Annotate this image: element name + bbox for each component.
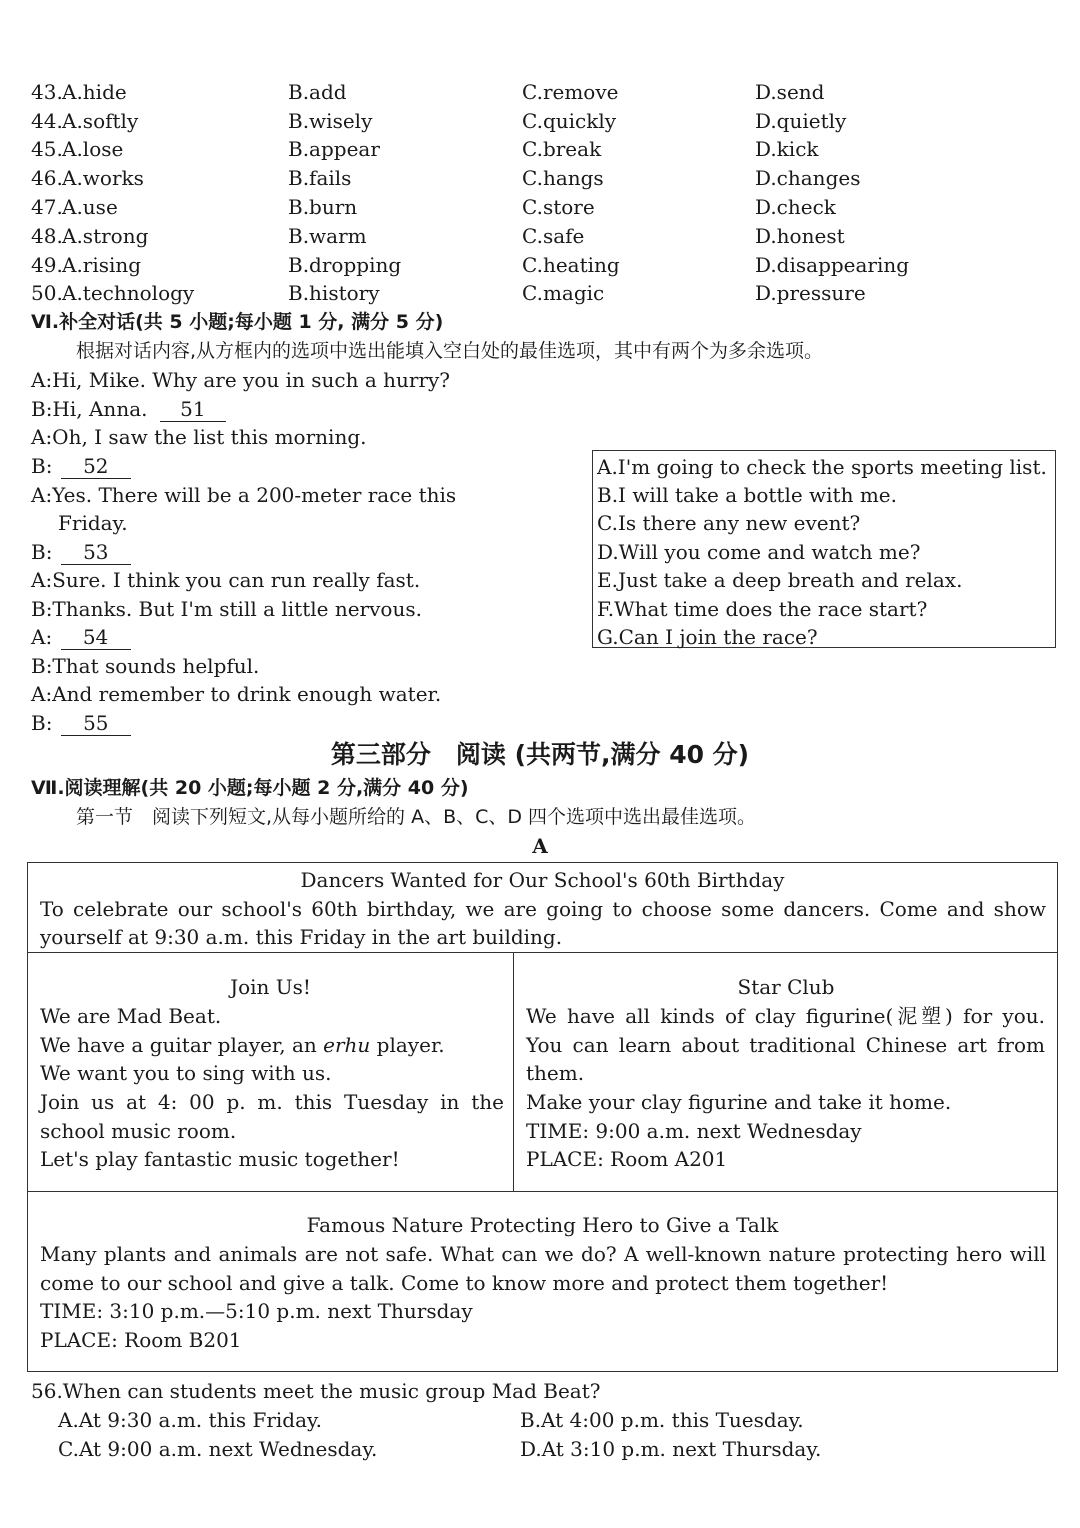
dialogue-line: A:Oh, I saw the list this morning. xyxy=(31,425,367,449)
option-row xyxy=(0,135,1080,163)
notice-title: Dancers Wanted for Our School's 60th Birthday xyxy=(300,868,785,892)
choice-box xyxy=(592,450,1056,648)
dialogue-line: A:Sure. I think you can run really fast. xyxy=(31,568,421,592)
section-heading: Ⅵ.补全对话(共 5 小题;每小题 1 分, 满分 5 分) xyxy=(31,311,444,333)
dialogue-line: B:Thanks. But I'm still a little nervous. xyxy=(31,597,422,621)
option-a: A.technology xyxy=(62,281,195,305)
notice-text: Make your clay figurine and take it home. xyxy=(526,1090,952,1114)
option-b: B.history xyxy=(288,281,380,305)
notice-text: school music room. xyxy=(40,1119,237,1143)
option-c: C.remove xyxy=(522,80,619,104)
notice-text: PLACE: Room B201 xyxy=(40,1328,242,1352)
option-d: D.changes xyxy=(755,166,861,190)
question-number: 48. xyxy=(31,224,63,248)
option-a: A.hide xyxy=(62,80,127,104)
option-b: B.add xyxy=(288,80,347,104)
question-number: 44. xyxy=(31,109,63,133)
notice-title: Join Us! xyxy=(230,975,311,999)
option-a: A.works xyxy=(62,166,144,190)
notice-text-italic: erhu xyxy=(323,1033,371,1057)
section-instruction: 第一节 阅读下列短文,从每小题所给的 A、B、C、D 四个选项中选出最佳选项。 xyxy=(76,806,757,828)
option-d: D.disappearing xyxy=(755,253,910,277)
option-d: D.pressure xyxy=(755,281,866,305)
question-number: 47. xyxy=(31,195,63,219)
notice-text: You can learn about traditional Chinese art from xyxy=(526,1033,1045,1057)
option-row xyxy=(0,193,1080,221)
dialogue-speaker: B:Hi, Anna. xyxy=(31,397,148,421)
option-b: B.wisely xyxy=(288,109,373,133)
notice-text: We have all kinds of clay figurine(泥塑) for you. xyxy=(526,1004,1045,1028)
choice-item: G.Can I join the race? xyxy=(597,625,818,649)
option-a: A.rising xyxy=(62,253,142,277)
blank-54: 54 xyxy=(61,625,131,650)
notice-text xyxy=(40,1031,445,1059)
question-number: 50. xyxy=(31,281,63,305)
option-c: C.hangs xyxy=(522,166,604,190)
notice-text-part: We have a guitar player, an xyxy=(40,1033,324,1057)
section-heading: Ⅶ.阅读理解(共 20 小题;每小题 2 分,满分 40 分) xyxy=(31,777,469,799)
notice-text: yourself at 9:30 a.m. this Friday in the art building. xyxy=(40,925,563,949)
option-a: A.lose xyxy=(62,137,124,161)
option-d: D.kick xyxy=(755,137,819,161)
dialogue-line: Friday. xyxy=(58,511,128,535)
notice-text: TIME: 3:10 p.m.—5:10 p.m. next Thursday xyxy=(40,1299,473,1323)
notice-text: Join us at 4: 00 p. m. this Tuesday in the xyxy=(40,1090,504,1114)
dialogue-line xyxy=(31,395,226,423)
option-a: A.strong xyxy=(62,224,149,248)
answer-option-d: D.At 3:10 p.m. next Thursday. xyxy=(520,1437,822,1461)
option-b: B.warm xyxy=(288,224,367,248)
dialogue-line xyxy=(31,623,131,651)
option-a: A.use xyxy=(62,195,118,219)
notice-text: PLACE: Room A201 xyxy=(526,1147,728,1171)
question-number: 46. xyxy=(31,166,63,190)
dialogue-line: A:Yes. There will be a 200-meter race this xyxy=(31,483,457,507)
option-c: C.safe xyxy=(522,224,585,248)
option-d: D.check xyxy=(755,195,836,219)
option-row xyxy=(0,222,1080,250)
option-c: C.heating xyxy=(522,253,620,277)
question-number: 43. xyxy=(31,80,63,104)
option-b: B.burn xyxy=(288,195,358,219)
option-d: D.send xyxy=(755,80,825,104)
notice-text: Let's play fantastic music together! xyxy=(40,1147,400,1171)
option-b: B.dropping xyxy=(288,253,402,277)
dialogue-speaker: B: xyxy=(31,711,53,735)
answer-option-a: A.At 9:30 a.m. this Friday. xyxy=(58,1408,323,1432)
dialogue-speaker: B: xyxy=(31,540,53,564)
option-row xyxy=(0,251,1080,279)
notice-text: come to our school and give a talk. Come to know more and protect them together! xyxy=(40,1271,889,1295)
question-number: 49. xyxy=(31,253,63,277)
notice-text: To celebrate our school's 60th birthday, we are going to choose some dancers. Come and show xyxy=(40,897,1046,921)
dialogue-line: A:Hi, Mike. Why are you in such a hurry? xyxy=(31,368,451,392)
question-stem: 56.When can students meet the music group Mad Beat? xyxy=(31,1379,601,1403)
notice-text: We are Mad Beat. xyxy=(40,1004,222,1028)
notice-title: Star Club xyxy=(737,975,835,999)
divider xyxy=(28,1191,1057,1192)
choice-item: F.What time does the race start? xyxy=(597,597,928,621)
notice-text: TIME: 9:00 a.m. next Wednesday xyxy=(526,1119,862,1143)
option-c: C.store xyxy=(522,195,595,219)
dialogue-line xyxy=(31,538,131,566)
option-row xyxy=(0,78,1080,106)
blank-51: 51 xyxy=(160,397,226,422)
option-b: B.fails xyxy=(288,166,352,190)
notice-title: Famous Nature Protecting Hero to Give a Talk xyxy=(306,1213,779,1237)
notice-text: We want you to sing with us. xyxy=(40,1061,332,1085)
dialogue-line: A:And remember to drink enough water. xyxy=(31,682,442,706)
notice-text-part: player. xyxy=(370,1033,445,1057)
option-c: C.magic xyxy=(522,281,605,305)
answer-option-c: C.At 9:00 a.m. next Wednesday. xyxy=(58,1437,378,1461)
choice-item: A.I'm going to check the sports meeting list. xyxy=(597,455,1047,479)
choice-item: E.Just take a deep breath and relax. xyxy=(597,568,963,592)
part-title: 第三部分 阅读 (共两节,满分 40 分) xyxy=(330,740,750,769)
option-row xyxy=(0,164,1080,192)
option-b: B.appear xyxy=(288,137,380,161)
option-c: C.quickly xyxy=(522,109,617,133)
choice-item: C.Is there any new event? xyxy=(597,511,861,535)
divider xyxy=(513,952,514,1191)
dialogue-speaker: B: xyxy=(31,454,53,478)
notice-board xyxy=(27,862,1058,1372)
choice-item: D.Will you come and watch me? xyxy=(597,540,921,564)
option-a: A.softly xyxy=(62,109,139,133)
choice-item: B.I will take a bottle with me. xyxy=(597,483,897,507)
option-c: C.break xyxy=(522,137,602,161)
blank-52: 52 xyxy=(61,454,131,479)
passage-label: A xyxy=(532,834,548,858)
question-number: 45. xyxy=(31,137,63,161)
section-instruction: 根据对话内容,从方框内的选项中选出能填入空白处的最佳选项，其中有两个为多余选项。 xyxy=(76,340,824,362)
dialogue-line: B:That sounds helpful. xyxy=(31,654,260,678)
option-d: D.quietly xyxy=(755,109,847,133)
dialogue-speaker: A: xyxy=(31,625,53,649)
option-row xyxy=(0,279,1080,307)
blank-55: 55 xyxy=(61,711,131,736)
answer-option-b: B.At 4:00 p.m. this Tuesday. xyxy=(520,1408,804,1432)
option-d: D.honest xyxy=(755,224,845,248)
notice-text: them. xyxy=(526,1061,585,1085)
notice-text: Many plants and animals are not safe. What can we do? A well-known nature protecting hero will xyxy=(40,1242,1046,1266)
dialogue-line xyxy=(31,452,131,480)
divider xyxy=(28,952,1057,953)
blank-53: 53 xyxy=(61,540,131,565)
dialogue-line xyxy=(31,709,131,737)
option-row xyxy=(0,107,1080,135)
